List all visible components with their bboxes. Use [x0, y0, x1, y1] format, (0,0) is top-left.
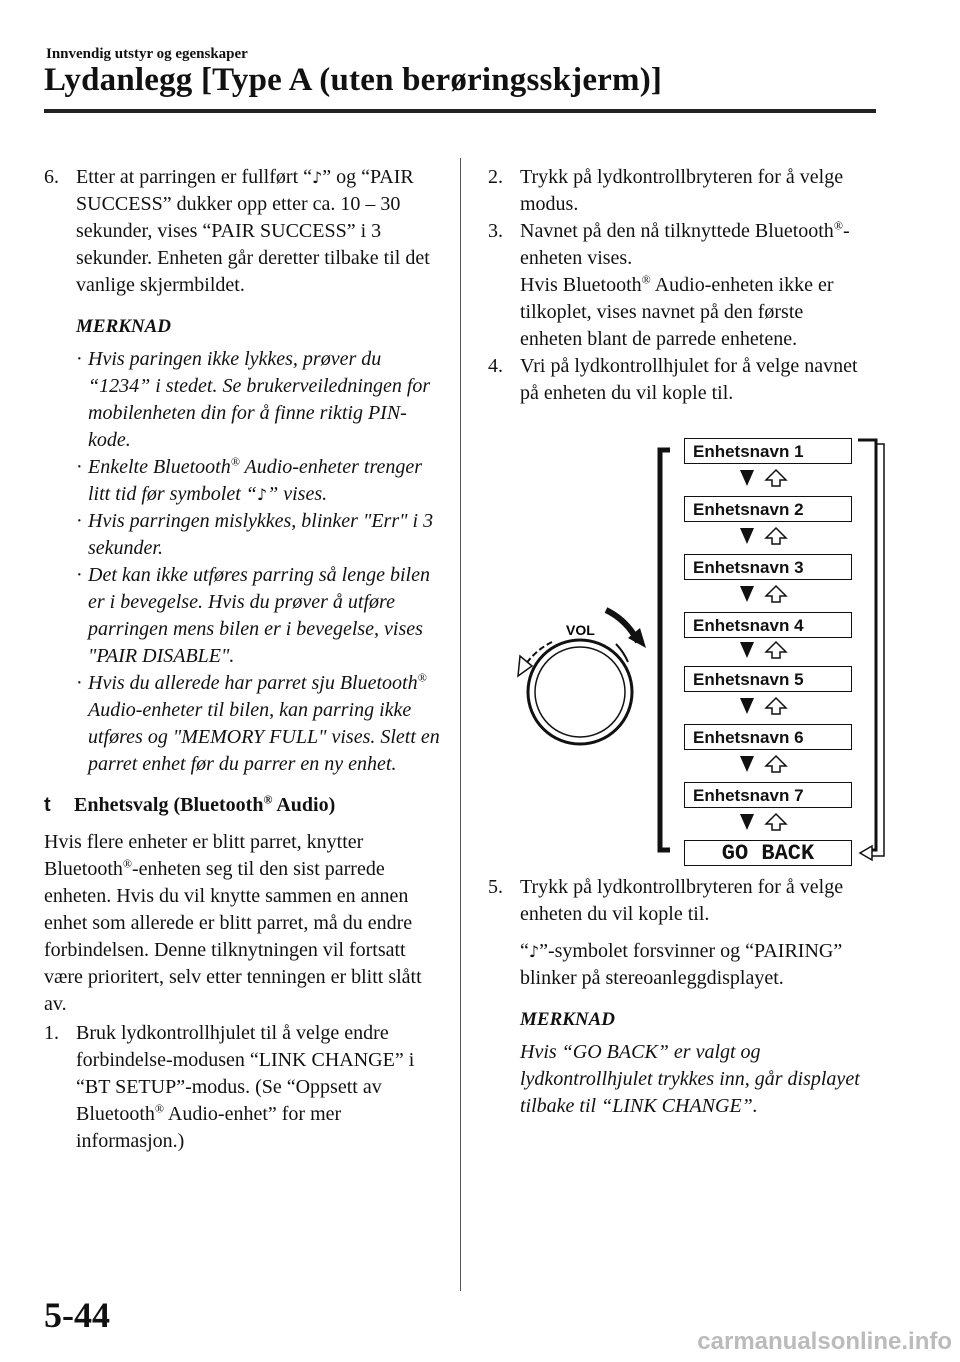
right-bracket [858, 440, 876, 850]
device-selection-diagram [500, 430, 900, 880]
down-arrow-icon [740, 470, 754, 486]
registered-mark: ® [154, 1101, 165, 1116]
bullet-icon: · [76, 672, 83, 694]
note-text: ” vises. [267, 483, 328, 505]
note-text: Audio-enheter trenger litt tid før symbolet “ [88, 456, 423, 505]
volume-knob [528, 640, 632, 744]
up-arrow-icon [766, 528, 786, 544]
bluetooth-audio-icon: ♪ [312, 168, 323, 187]
note-text: Det kan ikke utføres parring så lenge bilen er i bevegelse. Hvis du prøver å utføre parringen mens bilen er i bevegelse, vises "PAIR DISABLE". [88, 564, 430, 667]
down-arrow-icon [740, 642, 754, 658]
step-text: Hvis Bluetooth [520, 274, 642, 296]
device-item-3: Enhetsnavn 3 [684, 554, 852, 580]
step-5 [488, 874, 868, 992]
device-item-1: Enhetsnavn 1 [684, 438, 852, 464]
note-text: Hvis paringen ikke lykkes, prøver du “1234” i stedet. Se brukerveiledningen for mobilenheten din for å finne riktig PIN-kode. [88, 348, 431, 451]
paragraph-text: Hvis flere enheter er blitt parret, knytter Bluetooth [44, 831, 364, 880]
return-arrow-icon [860, 846, 872, 860]
step-number: 4. [488, 355, 503, 377]
note-text: Hvis parringen mislykkes, blinker "Err" i 3 sekunder. [88, 510, 434, 559]
device-item-4: Enhetsnavn 4 [684, 612, 852, 638]
step-number: 3. [488, 220, 503, 242]
step-text: Trykk på lydkontrollbryteren for å velge enheten du vil kople til. [520, 876, 844, 925]
step-6 [44, 164, 440, 299]
knob-label: VOL [566, 622, 595, 638]
bluetooth-audio-icon: ♪ [528, 942, 540, 961]
note-text: Enkelte Bluetooth [88, 456, 231, 478]
scroll-arrows [736, 810, 796, 836]
section-heading-text: Enhetsvalg (Bluetooth [74, 794, 264, 816]
down-arrow-icon [740, 698, 754, 714]
step-text: Etter at parringen er fullført “ [76, 166, 312, 188]
section-heading-text: Audio) [272, 794, 336, 816]
note-item [76, 562, 440, 670]
step-text: “ [520, 940, 529, 962]
up-arrow-icon [766, 642, 786, 658]
step-text: “PAIR SUCCESS” dukker opp etter ca. 10 – 30 sekunder, vises “PAIR SUCCESS” i 3 sekunder. Enheten går deretter tilbake til det vanlige skjermbildet. [76, 166, 430, 296]
bullet-icon: · [76, 456, 83, 478]
registered-mark: ® [641, 272, 651, 287]
step-text: Audio-enheten ikke er tilkoplet, vises navnet på den første enheten blant de parrede enhetene. [520, 274, 834, 350]
step-1 [44, 1020, 440, 1155]
watermark: carmanualsonline.info [697, 1328, 952, 1355]
left-column [44, 164, 440, 1155]
up-arrow-icon [766, 756, 786, 772]
registered-mark: ® [417, 670, 427, 685]
step-2 [488, 164, 868, 218]
left-bracket [660, 450, 670, 850]
go-back-item: GO BACK [684, 840, 852, 866]
note-item [76, 670, 440, 778]
note-item [76, 346, 440, 454]
scroll-arrows [736, 524, 796, 550]
device-item-7: Enhetsnavn 7 [684, 782, 852, 808]
step-number: 5. [488, 876, 503, 898]
step-text: Vri på lydkontrollhjulet for å velge navnet på enheten du vil kople til. [520, 355, 858, 404]
note-text: Hvis “GO BACK” er valgt og lydkontrollhjulet trykkes inn, går displayet tilbake til “LINK CHANGE”. [520, 1041, 860, 1117]
right-column [488, 164, 868, 407]
registered-mark: ® [833, 218, 843, 233]
up-arrow-icon [766, 470, 786, 486]
up-arrow-icon [766, 586, 786, 602]
device-item-2: Enhetsnavn 2 [684, 496, 852, 522]
note-heading: MERKNAD [520, 1009, 616, 1030]
scroll-arrows [736, 582, 796, 608]
step-text: ” og [322, 166, 357, 188]
step-number: 1. [44, 1022, 59, 1044]
step-text: -enheten vises. [520, 220, 850, 269]
up-arrow-icon [766, 698, 786, 714]
registered-mark: ® [122, 856, 133, 871]
step-text: Audio-enhet” for mer informasjon.) [76, 1103, 342, 1152]
right-column-lower [488, 874, 868, 1120]
down-arrow-icon [740, 586, 754, 602]
note-text: Hvis du allerede har parret sju Bluetooth [88, 672, 418, 694]
scroll-arrows [736, 638, 796, 664]
note-item [76, 508, 440, 562]
bullet-icon: · [76, 510, 83, 532]
scroll-arrows [736, 694, 796, 720]
section-marker-icon: t [44, 794, 51, 816]
step-4 [488, 353, 868, 407]
up-arrow-icon [766, 814, 786, 830]
page-title: Lydanlegg [Type A (uten berøringsskjerm)] [44, 62, 663, 98]
bullet-icon: · [76, 348, 83, 370]
section-heading [44, 792, 440, 819]
step-text: Navnet på den nå tilknyttede Bluetooth [520, 220, 834, 242]
step-text: ”-symbolet forsvinner og “PAIRING” blinker på stereoanleggdisplayet. [520, 940, 843, 989]
note-item [76, 454, 440, 508]
device-item-6: Enhetsnavn 6 [684, 724, 852, 750]
registered-mark: ® [230, 454, 240, 469]
down-arrow-icon [740, 814, 754, 830]
registered-mark: ® [263, 792, 273, 807]
device-item-5: Enhetsnavn 5 [684, 666, 852, 692]
paragraph-text: -enheten seg til den sist parrede enheten. Hvis du vil knytte sammen en annen enhet som allerede er blitt parret, må du endre forbindelsen. Denne tilknytningen vil fortsatt være prioritert, selv etter tenningen er blitt slått av. [44, 858, 422, 1015]
body-paragraph [44, 829, 440, 1018]
step-3 [488, 218, 868, 353]
bluetooth-audio-icon: ♪ [256, 485, 268, 504]
step-number: 6. [44, 166, 59, 188]
down-arrow-icon [740, 528, 754, 544]
scroll-arrows [736, 466, 796, 492]
scroll-arrows [736, 752, 796, 778]
page-number: 5-44 [44, 1295, 110, 1335]
header-rule [44, 109, 876, 113]
bullet-icon: · [76, 564, 83, 586]
step-text: Bruk lydkontrollhjulet til å velge endre forbindelse-modusen “LINK CHANGE” i “BT SETUP”-modus. (Se “Oppsett av Bluetooth [76, 1022, 415, 1125]
step-number: 2. [488, 166, 503, 188]
section-name: Innvendig utstyr og egenskaper [46, 46, 248, 62]
column-divider [460, 158, 461, 1291]
step-text: Trykk på lydkontrollbryteren for å velge modus. [520, 166, 844, 215]
down-arrow-icon [740, 756, 754, 772]
note-text: Audio-enheter til bilen, kan parring ikke utføres og "MEMORY FULL" vises. Slett en parret enhet før du parrer en ny enhet. [88, 699, 440, 775]
note-heading: MERKNAD [76, 316, 172, 337]
